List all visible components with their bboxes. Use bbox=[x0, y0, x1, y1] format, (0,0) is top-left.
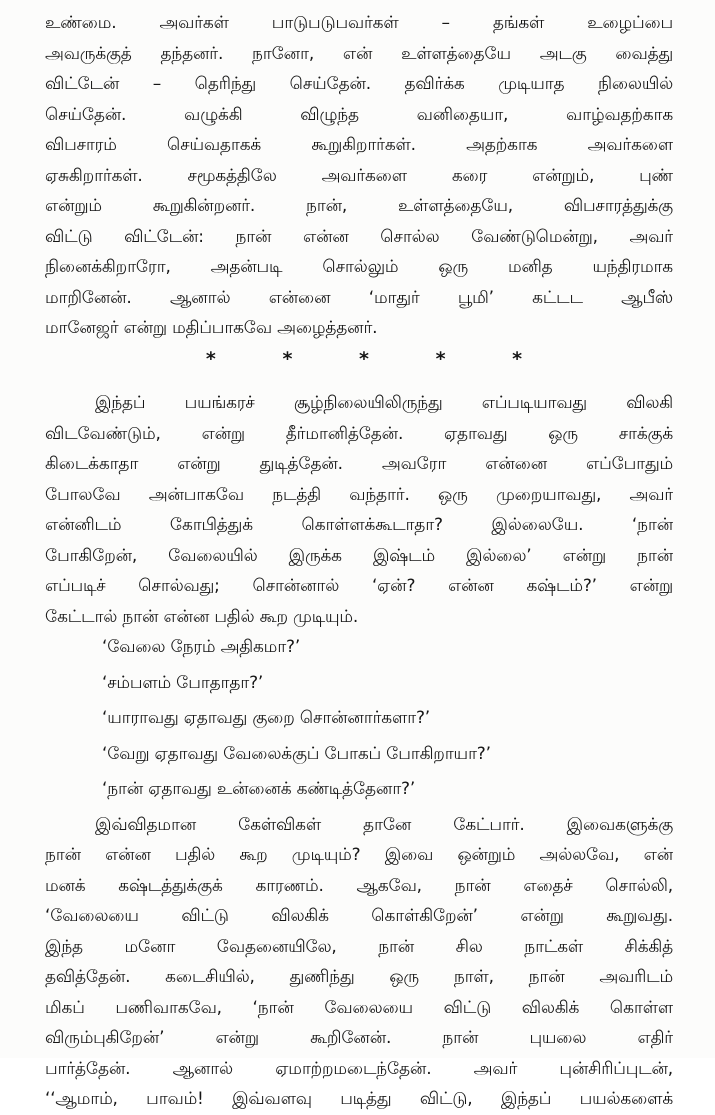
text-line: ஏசுகிறார்கள். சமூகத்திலே அவர்களை கரை என்றும், புண் bbox=[45, 165, 673, 186]
text-line: இந்த மனோ வேதனையிலே, நான் சில நாட்கள் சிக்கித் bbox=[45, 936, 673, 957]
text-line: போகிறேன், வேலையில் இருக்க இஷ்டம் இல்லை’ என்று நான் bbox=[45, 545, 673, 566]
quote-line: ‘வேறு ஏதாவது வேலைக்குப் போகப் போகிறாயா?’ bbox=[102, 743, 491, 764]
text-line: விடவேண்டும், என்று தீர்மானித்தேன். ஏதாவது ஒரு சாக்குக் bbox=[45, 423, 673, 444]
section-separator: * * * * * bbox=[205, 347, 553, 370]
text-line: இந்தப் பயங்கரச் சூழ்நிலையிலிருந்து எப்படியாவது விலகி bbox=[95, 393, 673, 413]
document-body bbox=[45, 8, 673, 1115]
text-line: மனக் கஷ்டத்துக்குக் காரணம். ஆகவே, நான் எதைச் சொல்லி, bbox=[45, 875, 673, 896]
text-line: நான் என்ன பதில் கூற முடியும்? இவை ஒன்றும் அல்லவே, என் bbox=[45, 845, 673, 865]
paragraph-1 bbox=[45, 8, 673, 344]
quote-line: ‘சம்பளம் போதாதா?’ bbox=[102, 672, 264, 693]
text-line: விட்டேன் – தெரிந்து செய்தேன். தவிர்க்க முடியாத நிலையில் bbox=[45, 74, 673, 94]
text-line: எப்படிச் சொல்வது; சொன்னால் ‘ஏன்? என்ன கஷ்டம்?’ என்று bbox=[45, 576, 673, 596]
text-line: மிகப் பணிவாகவே, ‘நான் வேலையை விட்டு விலகிக் கொள்ள bbox=[45, 997, 673, 1018]
text-line: போலவே அன்பாகவே நடத்தி வந்தார். ஒரு முறையாவது, அவர் bbox=[45, 484, 673, 505]
quote-list bbox=[45, 632, 673, 805]
section-gap bbox=[45, 374, 673, 388]
text-line: தவித்தேன். கடைசியில், துணிந்து ஒரு நாள், நான் அவரிடம் bbox=[45, 967, 673, 987]
text-line: ‘‘ஆமாம், பாவம்! இவ்வளவு படித்து விட்டு, இந்தப் பயல்களைக் bbox=[45, 1089, 673, 1109]
text-line: என்னிடம் கோபித்துக் கொள்ளக்கூடாதா? இல்லையே. ‘நான் bbox=[45, 515, 673, 535]
text-line: ‘வேலையை விட்டு விலகிக் கொள்கிறேன்’ என்று கூறுவது. bbox=[45, 906, 673, 926]
text-line: மாறினேன். ஆனால் என்னை ‘மாதுர் பூமி’ கட்டட ஆபீஸ் bbox=[45, 287, 673, 308]
text-line: விபசாரம் செய்வதாகக் கூறுகிறார்கள். அதற்காக அவர்களை bbox=[45, 135, 673, 155]
text-line: இவ்விதமான கேள்விகள் தானே கேட்பார். இவைகளுக்கு bbox=[95, 814, 673, 835]
text-line: பார்த்தேன். ஆனால் ஏமாற்றமடைந்தேன். அவர் புன்சிரிப்புடன், bbox=[45, 1058, 673, 1079]
text-line: விரும்புகிறேன்’ என்று கூறினேன். நான் புயலை எதிர் bbox=[45, 1028, 673, 1048]
paragraph-2 bbox=[45, 388, 673, 632]
quote-line: ‘நான் ஏதாவது உன்னைக் கண்டித்தேனா?’ bbox=[102, 779, 416, 799]
text-line: உண்மை. அவர்கள் பாடுபடுபவர்கள் – தங்கள் உழைப்பை bbox=[45, 13, 673, 33]
quote-line: ‘வேலை நேரம் அதிகமா?’ bbox=[102, 637, 301, 657]
text-line: மானேஜர் என்று மதிப்பாகவே அழைத்தனர். bbox=[45, 318, 378, 338]
text-line: அவருக்குத் தந்தனர். நானோ, என் உள்ளத்தையே அடகு வைத்து bbox=[45, 43, 673, 64]
quote-line: ‘யாராவது ஏதாவது குறை சொன்னார்களா?’ bbox=[102, 708, 430, 728]
text-line: நினைக்கிறாரோ, அதன்படி சொல்லும் ஒரு மனித யந்திரமாக bbox=[45, 257, 673, 277]
text-line: விட்டு விட்டேன்: நான் என்ன சொல்ல வேண்டுமென்று, அவர் bbox=[45, 226, 673, 247]
paragraph-3 bbox=[45, 810, 673, 1115]
text-line: செய்தேன். வழுக்கி விழுந்த வனிதையா, வாழ்வதற்காக bbox=[45, 104, 673, 125]
text-line: கிடைக்காதா என்று துடித்தேன். அவரோ என்னை எப்போதும் bbox=[45, 454, 673, 474]
text-line: என்றும் கூறுகின்றனர். நான், உள்ளத்தையே, விபசாரத்துக்கு bbox=[45, 196, 673, 216]
text-line: கேட்டால் நான் என்ன பதில் கூற முடியும். bbox=[45, 606, 359, 627]
